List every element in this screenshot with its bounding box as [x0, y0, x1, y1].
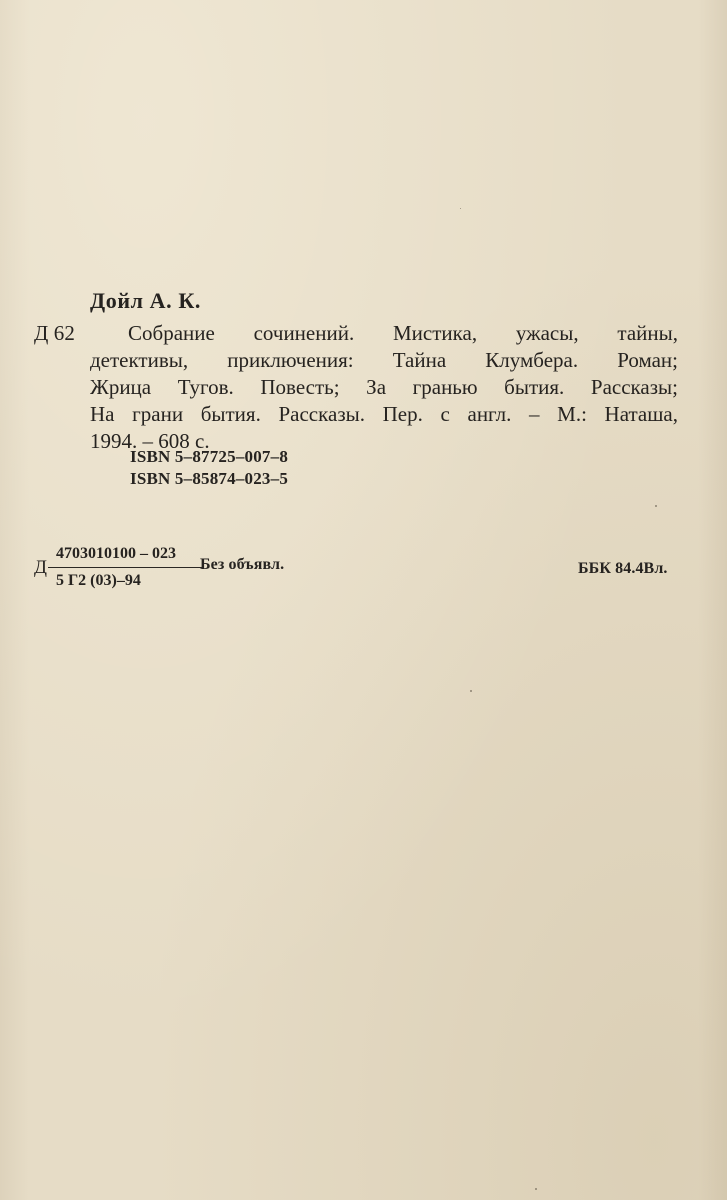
description-line: Собрание сочинений. Мистика, ужасы, тайны, [128, 321, 678, 345]
announcement-note: Без объявл. [200, 556, 285, 573]
paper-speck [470, 690, 472, 692]
paper-speck [535, 1188, 537, 1190]
index-numerator: 4703010100 – 023 [56, 545, 176, 562]
paper-speck [655, 505, 657, 507]
description-line: детективы, приключения: Тайна Клумбера. Роман; [90, 348, 678, 372]
index-prefix: Д [34, 557, 47, 578]
isbn-line: ISBN 5–85874–023–5 [130, 469, 289, 488]
description-line: На грани бытия. Рассказы. Пер. с англ. – М.: Наташа, [90, 402, 678, 426]
author-heading: Дойл А. К. [90, 288, 201, 313]
isbn-line: ISBN 5–87725–007–8 [130, 447, 289, 466]
description-line: Жрица Тугов. Повесть; За гранью бытия. Рассказы; [90, 375, 678, 399]
bbk-code: ББК 84.4Вл. [578, 560, 668, 577]
index-fraction [34, 545, 204, 595]
fraction-bar [48, 567, 203, 568]
description-line: 1994. – 608 с. [90, 429, 210, 453]
index-denominator: 5 Г2 (03)–94 [56, 572, 141, 589]
paper-speck [460, 208, 461, 209]
classification-code: Д 62 [34, 321, 75, 345]
